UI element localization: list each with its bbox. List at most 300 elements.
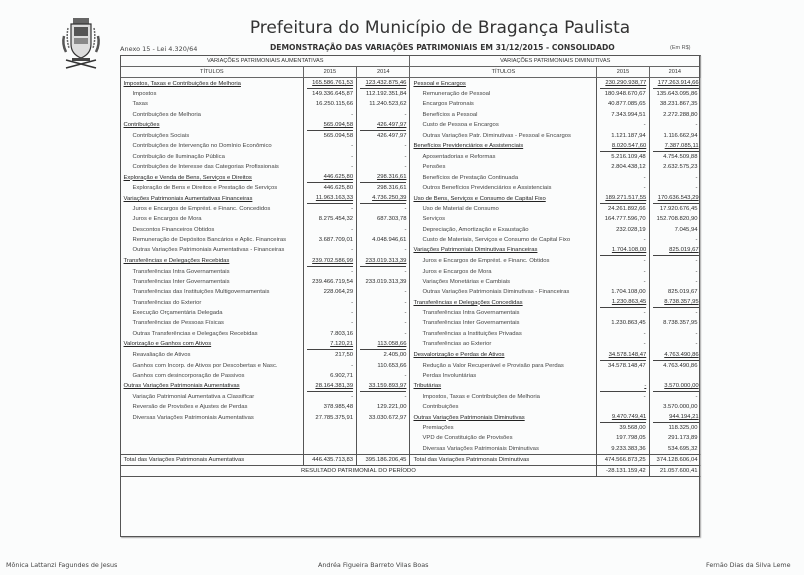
left-value-2014 — [357, 423, 410, 433]
right-item-title: Outras Variações Patr. Diminutivas - Pessoal e Encargos — [410, 131, 597, 141]
left-value-2015: - — [303, 361, 356, 371]
underlined-total: 189.271.517,55 — [600, 193, 646, 204]
right-group-title: Benefícios Previdenciários e Assistenciais — [410, 141, 597, 152]
table-row — [121, 308, 701, 318]
table-row — [121, 214, 701, 224]
table-row — [121, 193, 701, 204]
left-item-title: Taxas — [121, 99, 304, 109]
left-value-2015: - — [303, 152, 356, 162]
left-value-2015: - — [303, 267, 356, 277]
page-title: Prefeitura do Município de Bragança Paulista — [249, 18, 631, 38]
table-row — [121, 172, 701, 183]
underlined-total: 28.164.381,39 — [307, 381, 353, 392]
underlined-total: 426.497,97 — [360, 120, 406, 131]
left-item-title: Impostos — [121, 89, 304, 99]
table-row — [121, 402, 701, 412]
right-value-2014: - — [695, 236, 698, 243]
underlined-total: 1.704.108,00 — [600, 245, 646, 256]
right-item-title: Contribuições — [410, 402, 597, 412]
left-value-2015: 149.336.645,87 — [303, 89, 356, 99]
result-2014: 21.057.600,41 — [649, 465, 700, 476]
left-value-2015: 16.250.115,66 — [303, 99, 356, 109]
right-value-2014 — [649, 350, 700, 361]
right-value-2014: 2.632.575,23 — [663, 164, 698, 171]
right-value-2015: 1.121.187,94 — [597, 131, 649, 141]
right-value-2014: 3.570.000,00 — [663, 404, 698, 411]
left-item-title: Reversão de Provisões e Ajustes de Perdas — [121, 402, 304, 412]
right-value-2014: - — [695, 310, 698, 317]
underlined-total: 230.290.938,77 — [600, 78, 646, 89]
right-group-title: Outras Variações Patrimoniais Diminutivas — [410, 412, 597, 423]
table-row — [121, 423, 701, 433]
right-value-2015: - — [597, 392, 649, 402]
underlined-total: 565.094,58 — [307, 120, 353, 131]
right-2014-header: 2014 — [649, 67, 700, 78]
right-value-2015: 1.230.863,45 — [597, 318, 649, 328]
left-item-title: Contribuições de Interesse das Categorias Profissionais — [121, 162, 304, 172]
right-value-2015: 2.804.438,12 — [597, 162, 649, 172]
right-value-2014: 2.272.288,80 — [663, 111, 698, 118]
right-value-2015: 40.877.085,65 — [597, 99, 649, 109]
underlined-total: 11.963.163,33 — [307, 193, 353, 204]
underlined-total: 825.019,67 — [653, 245, 699, 256]
left-value-2014: 687.303,78 — [357, 214, 410, 224]
left-value-2015: 8.275.454,32 — [303, 214, 356, 224]
right-item-title: VPD de Constituição de Provisões — [410, 433, 597, 443]
result-label: RESULTADO PATRIMONIAL DO PERÍODO — [121, 465, 597, 476]
right-value-2015 — [597, 297, 649, 308]
table-row — [121, 120, 701, 131]
left-value-2015: - — [303, 297, 356, 308]
left-item-title: Contribuições Sociais — [121, 131, 304, 141]
right-value-2014 — [649, 245, 700, 256]
left-item-title: Execução Orçamentária Delegada — [121, 308, 304, 318]
right-item-title: Custo de Materiais, Serviços e Consumo de Capital Fixo — [410, 235, 597, 245]
left-value-2014 — [357, 120, 410, 131]
left-item-title: Transferências Inter Governamentais — [121, 277, 304, 287]
right-item-title: Juros e Encargos de Emprést. e Financ. Obtidos — [410, 256, 597, 267]
right-value-2015 — [597, 412, 649, 423]
left-value-2014: - — [357, 245, 410, 256]
left-item-title: Ganhos com desincorporação de Passivos — [121, 371, 304, 381]
left-value-2014: - — [357, 308, 410, 318]
left-value-2015: - — [303, 141, 356, 152]
left-value-2015: - — [303, 204, 356, 214]
left-value-2015 — [303, 256, 356, 267]
right-item-title: Pensões — [410, 162, 597, 172]
left-item-title: Diversas Variações Patrimoniais Aumentativas — [121, 412, 304, 423]
table-row — [121, 350, 701, 361]
right-value-2015: 197.798,05 — [597, 433, 649, 443]
right-item-title: Remuneração de Pessoal — [410, 89, 597, 99]
right-item-title: Outras Variações Patrimoniais Diminutivas - Financeiras — [410, 287, 597, 297]
underlined-total: 4.763.490,86 — [653, 350, 699, 361]
table-row — [121, 78, 701, 90]
left-value-2014: 4.048.946,61 — [357, 235, 410, 245]
left-item-title — [121, 444, 304, 455]
underlined-total: 165.586.761,53 — [307, 78, 353, 89]
left-value-2014: 233.019.313,39 — [357, 277, 410, 287]
left-2014-header: 2014 — [357, 67, 410, 78]
right-value-2014: 38.231.867,35 — [659, 101, 698, 108]
right-value-2014: - — [695, 279, 698, 286]
underlined-total: 7.387.085,11 — [653, 141, 699, 152]
left-value-2015 — [303, 193, 356, 204]
left-item-title: Transferências de Pessoas Físicas — [121, 318, 304, 328]
right-value-2015: 24.261.892,66 — [597, 204, 649, 214]
table-row — [121, 444, 701, 455]
right-group-title: Desvalorização e Perdas de Ativos — [410, 350, 597, 361]
left-item-title: Transferências do Exterior — [121, 297, 304, 308]
table-row — [121, 110, 701, 120]
right-value-2015: - — [597, 339, 649, 350]
left-value-2015 — [303, 381, 356, 392]
column-header-row — [121, 67, 701, 78]
right-item-title: Impostos, Taxas e Contribuições de Melhoria — [410, 392, 597, 402]
table-row — [121, 318, 701, 328]
left-value-2014 — [357, 172, 410, 183]
left-value-2014: 298.316,61 — [357, 183, 410, 193]
right-value-2015: - — [597, 277, 649, 287]
right-value-2014: - — [695, 122, 698, 129]
right-total-label: Total das Variações Patrimonais Diminutivas — [410, 454, 597, 465]
table-body — [121, 78, 701, 454]
right-value-2014: 118.325,00 — [668, 425, 698, 432]
right-value-2015: 34.578.148,47 — [597, 361, 649, 371]
right-item-title: Outros Benefícios Previdenciários e Assistenciais — [410, 183, 597, 193]
table-row — [121, 225, 701, 235]
underlined-total: 123.432.875,46 — [360, 78, 406, 89]
right-group-title: Variações Patrimoniais Diminutivas Financeiras — [410, 245, 597, 256]
left-value-2015 — [303, 78, 356, 90]
underlined-total: 8.738.357,95 — [653, 297, 699, 308]
result-2015: -28.131.159,42 — [597, 465, 649, 476]
left-value-2014: - — [357, 225, 410, 235]
right-value-2015 — [597, 371, 649, 381]
right-value-2014 — [649, 297, 700, 308]
table-row — [121, 267, 701, 277]
left-total-2015: 446.435.713,83 — [303, 454, 356, 465]
right-value-2015: - — [597, 120, 649, 131]
right-item-title: Premiações — [410, 423, 597, 433]
right-value-2015: 164.777.596,70 — [597, 214, 649, 224]
table-row — [121, 131, 701, 141]
table-row — [121, 381, 701, 392]
left-value-2014: - — [357, 287, 410, 297]
totals-row — [121, 454, 701, 465]
table-row — [121, 277, 701, 287]
left-value-2015: 239.466.719,54 — [303, 277, 356, 287]
right-value-2015: 39.568,00 — [597, 423, 649, 433]
right-item-title: Transferências Inter Governamentais — [410, 318, 597, 328]
left-value-2015: 228.064,29 — [303, 287, 356, 297]
signature-2: Andréa Figueira Barreto Vilas Boas — [318, 561, 429, 569]
left-item-title: Contribuição de Iluminação Pública — [121, 152, 304, 162]
left-value-2014: - — [357, 371, 410, 381]
left-item-title: Variação Patrimonial Aumentativa a Classificar — [121, 392, 304, 402]
right-value-2014 — [649, 193, 700, 204]
left-2015-header: 2015 — [303, 67, 356, 78]
signature-1: Mônica Lattanzi Fagundes de Jesus — [6, 561, 118, 569]
left-value-2015: 565.094,58 — [303, 131, 356, 141]
table-row — [121, 297, 701, 308]
left-value-2014: - — [357, 162, 410, 172]
left-value-2014 — [357, 339, 410, 350]
table-row — [121, 235, 701, 245]
right-value-2014: 135.643.095,86 — [656, 91, 698, 98]
right-2015-header: 2015 — [597, 67, 649, 78]
signature-3: Fernão Dias da Silva Leme — [706, 561, 791, 569]
left-value-2014: - — [357, 267, 410, 277]
left-value-2014 — [357, 444, 410, 455]
table-row — [121, 256, 701, 267]
left-value-2015: 3.687.709,01 — [303, 235, 356, 245]
right-item-title: Aposentadorias e Reformas — [410, 152, 597, 162]
right-total-2014: 374.128.606,04 — [649, 454, 700, 465]
left-value-2014: 2.405,00 — [357, 350, 410, 361]
right-value-2014 — [649, 141, 700, 152]
right-value-2014: - — [695, 268, 698, 275]
table-row — [121, 371, 701, 381]
right-item-title: Encargos Patronais — [410, 99, 597, 109]
right-value-2015: - — [597, 235, 649, 245]
left-value-2015 — [303, 339, 356, 350]
left-value-2014: - — [357, 152, 410, 162]
table-row — [121, 361, 701, 371]
right-item-title: Transferências Intra Governamentais — [410, 308, 597, 318]
left-item-title: Exploração de Bens e Direitos e Prestação de Serviços — [121, 183, 304, 193]
left-group-title: Contribuições — [121, 120, 304, 131]
right-value-2014 — [649, 371, 700, 381]
underlined-total: 4.736.250,39 — [360, 193, 406, 204]
right-value-2015: - — [597, 172, 649, 183]
left-value-2015: 446.625,80 — [303, 183, 356, 193]
left-value-2015: - — [303, 245, 356, 256]
left-value-2015: 217,50 — [303, 350, 356, 361]
right-item-title: Transferências ao Exterior — [410, 339, 597, 350]
left-item-title — [121, 433, 304, 443]
right-value-2014: 291.173,89 — [668, 435, 698, 442]
left-item-title: Transferências Intra Governamentais — [121, 267, 304, 277]
right-value-2014: - — [695, 394, 698, 401]
left-value-2014: - — [357, 392, 410, 402]
underlined-total: 8.020.547,60 — [600, 141, 646, 152]
left-item-title: Reavaliação de Ativos — [121, 350, 304, 361]
anexo-label: Anexo 15 - Lei 4.320/64 — [120, 45, 198, 53]
right-value-2015 — [597, 381, 649, 392]
right-item-title: Uso de Material de Consumo — [410, 204, 597, 214]
table-row — [121, 392, 701, 402]
right-value-2014: - — [695, 330, 698, 337]
left-value-2014: - — [357, 141, 410, 152]
currency-unit: (Em R$) — [670, 45, 691, 51]
right-item-title: Variações Monetárias e Cambiais — [410, 277, 597, 287]
right-value-2015 — [597, 193, 649, 204]
right-group-title: Transferências e Delegações Concedidas — [410, 297, 597, 308]
left-value-2014 — [357, 433, 410, 443]
left-value-2015: - — [303, 318, 356, 328]
left-item-title: Contribuições de Intervenção no Domínio Econômico — [121, 141, 304, 152]
left-value-2015: - — [303, 162, 356, 172]
table-row — [121, 162, 701, 172]
right-value-2014 — [649, 381, 700, 392]
left-value-2014: 110.653,66 — [357, 361, 410, 371]
right-value-2014: 17.920.676,45 — [659, 206, 698, 213]
left-value-2014: 426.497,97 — [357, 131, 410, 141]
left-value-2014 — [357, 381, 410, 392]
right-item-title: Perdas Involuntárias — [410, 371, 597, 381]
left-value-2014 — [357, 193, 410, 204]
left-value-2014: 112.192.351,84 — [357, 89, 410, 99]
left-value-2015 — [303, 172, 356, 183]
table-row — [121, 245, 701, 256]
left-value-2014: 11.240.523,62 — [357, 99, 410, 109]
right-titles-header: TÍTULOS — [410, 67, 597, 78]
right-item-title: Benefícios a Pessoal — [410, 110, 597, 120]
underlined-total: 9.470.749,41 — [600, 412, 646, 423]
table-row — [121, 433, 701, 443]
left-value-2014: - — [357, 318, 410, 328]
left-value-2015: - — [303, 392, 356, 402]
right-value-2015: 7.343.994,51 — [597, 110, 649, 120]
underlined-total: 34.578.148,47 — [600, 350, 646, 361]
right-value-2015: 9.233.383,36 — [597, 444, 649, 455]
right-total-2015: 474.566.873,25 — [597, 454, 649, 465]
right-value-2014: - — [695, 258, 698, 265]
patrimonial-variations-table — [120, 55, 701, 477]
right-value-2015 — [597, 78, 649, 90]
left-value-2015: 7.803,16 — [303, 329, 356, 339]
underlined-total: 239.702.586,99 — [307, 256, 353, 267]
right-value-2015: 1.704.108,00 — [597, 287, 649, 297]
left-value-2014: - — [357, 110, 410, 120]
left-item-title: Descontos Financeiros Obtidos — [121, 225, 304, 235]
left-value-2015 — [303, 120, 356, 131]
underlined-total: 7.120,21 — [307, 339, 353, 350]
underlined-total: 233.019.313,39 — [360, 256, 406, 267]
right-value-2014: 4.763.490,86 — [663, 362, 698, 369]
right-value-2014: - — [695, 341, 698, 348]
left-item-title: Transferências das Instituições Multigovernamentais — [121, 287, 304, 297]
right-value-2014: 1.116.662,94 — [663, 132, 698, 139]
left-value-2014: - — [357, 204, 410, 214]
document-title: DEMONSTRAÇÃO DAS VARIAÇÕES PATRIMONIAIS EM 31/12/2015 - CONSOLIDADO — [270, 43, 615, 52]
right-value-2014: - — [695, 185, 698, 192]
result-row — [121, 465, 701, 476]
underlined-total: 177.263.914,66 — [653, 78, 699, 89]
table-row — [121, 287, 701, 297]
left-value-2015: - — [303, 225, 356, 235]
table-row — [121, 141, 701, 152]
right-item-title: Serviços — [410, 214, 597, 224]
section-header-row — [121, 56, 701, 67]
right-item-title: Redução a Valor Recuperável e Provisão para Perdas — [410, 361, 597, 371]
left-value-2015: - — [303, 110, 356, 120]
underlined-total: 113.058,66 — [360, 339, 406, 350]
left-value-2014: - — [357, 329, 410, 339]
right-item-title: Custo de Pessoa e Encargos — [410, 120, 597, 131]
left-item-title: Juros e Encargos de Emprést. e Financ. Concedidos — [121, 204, 304, 214]
right-item-title: Transferências a Instituições Privadas — [410, 329, 597, 339]
right-value-2014: 4.754.509,88 — [663, 153, 698, 160]
left-value-2014: - — [357, 297, 410, 308]
right-value-2014: 152.708.820,90 — [656, 216, 698, 223]
left-total-label: Total das Variações Patrimonais Aumentativas — [121, 454, 304, 465]
left-total-2014: 395.186.206,45 — [357, 454, 410, 465]
left-item-title: Outras Transferências e Delegações Recebidas — [121, 329, 304, 339]
left-value-2015: 27.785.375,91 — [303, 412, 356, 423]
right-value-2014: 534.695,32 — [668, 445, 698, 452]
right-value-2014 — [649, 78, 700, 90]
table-row — [121, 183, 701, 193]
right-value-2015 — [597, 141, 649, 152]
right-item-title: Benefícios de Prestação Continuada — [410, 172, 597, 183]
left-group-title: Variações Patrimoniais Aumentativas Financeiras — [121, 193, 304, 204]
left-value-2015 — [303, 423, 356, 433]
left-value-2014: 33.030.672,97 — [357, 412, 410, 423]
right-item-title: Depreciação, Amortização e Exaustação — [410, 225, 597, 235]
left-value-2014 — [357, 78, 410, 90]
right-value-2015: - — [597, 183, 649, 193]
left-value-2015: 6.902,71 — [303, 371, 356, 381]
left-section-header: VARIAÇÕES PATRIMONIAIS AUMENTATIVAS — [121, 56, 410, 67]
underlined-total: 446.625,80 — [307, 172, 353, 183]
right-value-2015 — [597, 402, 649, 412]
right-section-header: VARIAÇÕES PATRIMONIAIS DIMINUTIVAS — [410, 56, 701, 67]
table-row — [121, 99, 701, 109]
right-group-title: Uso de Bens, Serviços e Consumo de Capital Fixo — [410, 193, 597, 204]
left-item-title — [121, 423, 304, 433]
right-value-2014: 825.019,67 — [668, 289, 698, 296]
underlined-total: 33.159.893,97 — [360, 381, 406, 392]
left-group-title: Outras Variações Patrimoniais Aumentativas — [121, 381, 304, 392]
left-value-2015: 378.985,48 — [303, 402, 356, 412]
right-value-2015: - — [597, 308, 649, 318]
left-item-title: Ganhos com Incorp. de Ativos por Descobertas e Nasc. — [121, 361, 304, 371]
right-value-2015: - — [597, 256, 649, 267]
right-value-2015: 180.948.670,67 — [597, 89, 649, 99]
left-value-2014: 129.221,00 — [357, 402, 410, 412]
right-item-title: Juros e Encargos de Mora — [410, 267, 597, 277]
underlined-total: 1.230.863,45 — [600, 297, 646, 308]
left-group-title: Transferências e Delegações Recebidas — [121, 256, 304, 267]
underlined-total: 170.636.543,29 — [653, 193, 699, 204]
right-value-2015: 232.028,19 — [597, 225, 649, 235]
right-value-2015: - — [597, 329, 649, 339]
left-item-title: Juros e Encargos de Mora — [121, 214, 304, 224]
left-titles-header: TÍTULOS — [121, 67, 304, 78]
table-row — [121, 339, 701, 350]
left-value-2015 — [303, 433, 356, 443]
left-value-2015 — [303, 444, 356, 455]
right-value-2015: 5.216.109,48 — [597, 152, 649, 162]
left-value-2014 — [357, 256, 410, 267]
left-group-title: Valorização e Ganhos com Ativos — [121, 339, 304, 350]
left-item-title: Remuneração de Depósitos Bancários e Aplic. Financeiras — [121, 235, 304, 245]
table-row — [121, 329, 701, 339]
left-group-title: Impostos, Taxas e Contribuições de Melhoria — [121, 78, 304, 90]
right-value-2014 — [649, 412, 700, 423]
table-row — [121, 152, 701, 162]
right-value-2015: - — [597, 267, 649, 277]
right-value-2014: - — [695, 174, 698, 181]
right-value-2014: 7.045,94 — [674, 226, 698, 233]
table-row — [121, 204, 701, 214]
underlined-total: 298.316,61 — [360, 172, 406, 183]
table-row — [121, 412, 701, 423]
right-item-title: Diversas Variações Patrimoniais Diminutivas — [410, 444, 597, 455]
right-value-2015 — [597, 245, 649, 256]
